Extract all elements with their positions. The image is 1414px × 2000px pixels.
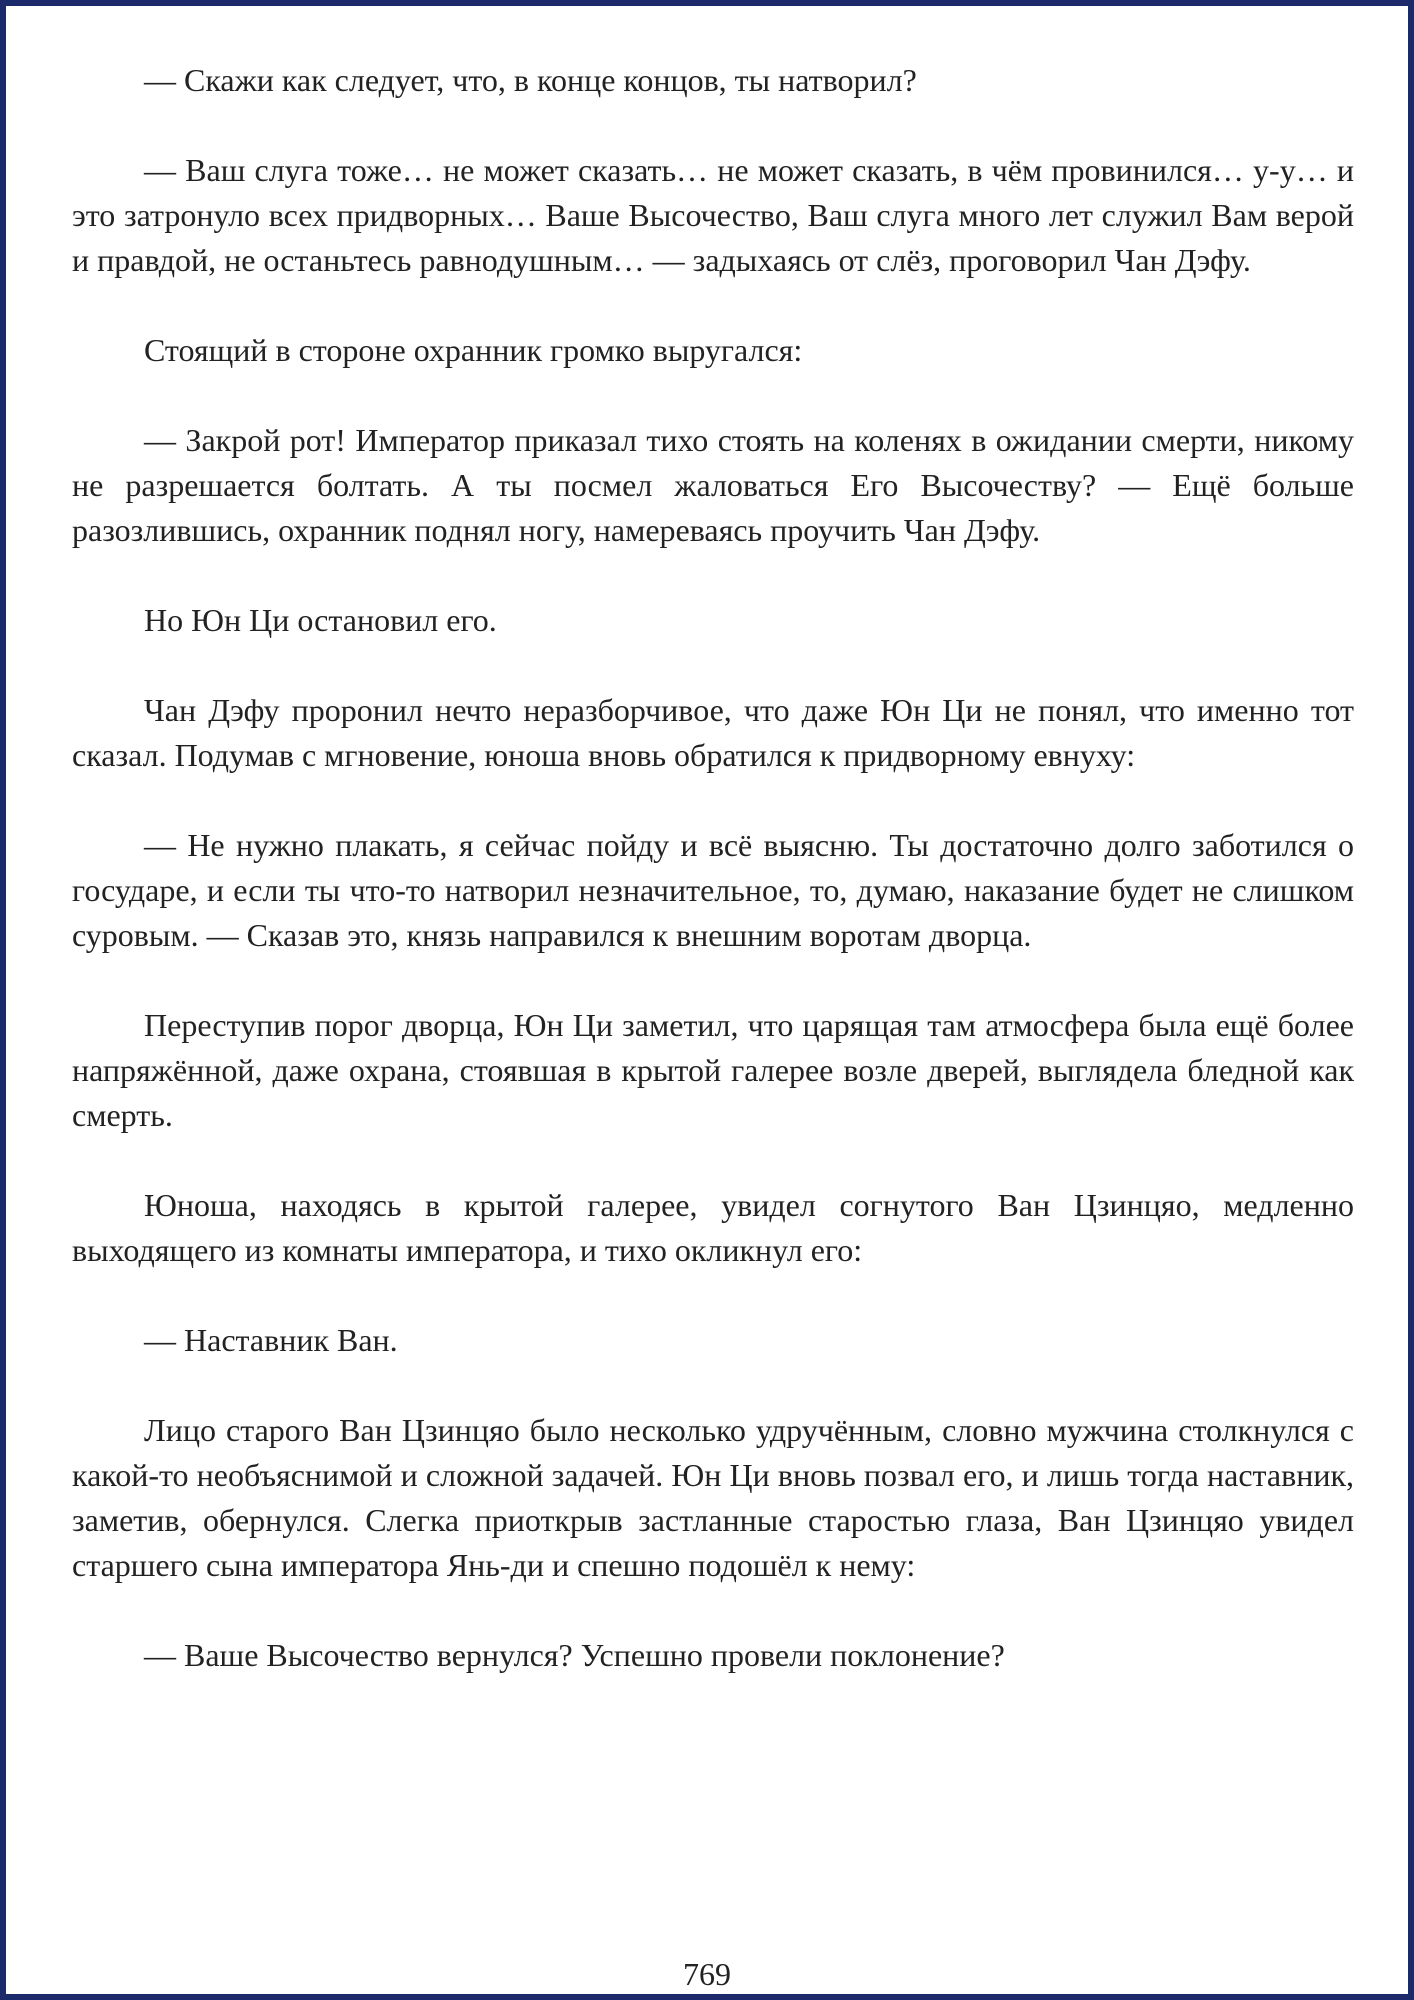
paragraph-3: Стоящий в стороне охранник громко выругался: [144, 332, 803, 368]
paragraph-1: — Скажи как следует, что, в конце концов, ты натворил? [144, 62, 917, 98]
paragraph-5: Но Юн Ци остановил его. [144, 602, 497, 638]
text-body [72, 58, 1354, 1723]
paragraph-7: — Не нужно плакать, я сейчас пойду и всё выясню. Ты достаточно долго заботился о государе, и если ты что-то натворил незначительное, то, думаю, наказание будет не слишком суровым. — Сказав это, князь направился к внешним воротам дворца. [72, 827, 1354, 953]
page-number: 769 [683, 1956, 731, 1992]
paragraph-8: Переступив порог дворца, Юн Ци заметил, что царящая там атмосфера была ещё более напряжённой, даже охрана, стоявшая в крытой галерее возле дверей, выглядела бледной как смерть. [72, 1007, 1354, 1133]
paragraph-4: — Закрой рот! Император приказал тихо стоять на коленях в ожидании смерти, никому не разрешается болтать. А ты посмел жаловаться Его Высочеству? — Ещё больше разозлившись, охранник поднял ногу, намереваясь проучить Чан Дэфу. [72, 422, 1354, 548]
paragraph-2: — Ваш слуга тоже… не может сказать… не может сказать, в чём провинился… у-у… и это затронуло всех придворных… Ваше Высочество, Ваш слуга много лет служил Вам верой и правдой, не останьтесь равнодушным… — задыхаясь от слёз, проговорил Чан Дэфу. [72, 152, 1354, 278]
paragraph-10: — Наставник Ван. [144, 1322, 398, 1358]
paragraph-9: Юноша, находясь в крытой галерее, увидел согнутого Ван Цзинцяо, медленно выходящего из комнаты императора, и тихо окликнул его: [72, 1187, 1354, 1268]
paragraph-11: Лицо старого Ван Цзинцяо было несколько удручённым, словно мужчина столкнулся с какой-то необъяснимой и сложной задачей. Юн Ци вновь позвал его, и лишь тогда наставник, заметив, обернулся. Слегка приоткрыв застланные старостью глаза, Ван Цзинцяо увидел старшего сына императора Янь-ди и спешно подошёл к нему: [72, 1412, 1354, 1583]
paragraph-12: — Ваше Высочество вернулся? Успешно провели поклонение? [144, 1637, 1005, 1673]
paragraph-6: Чан Дэфу проронил нечто неразборчивое, что даже Юн Ци не понял, что именно тот сказал. Подумав с мгновение, юноша вновь обратился к придворному евнуху: [72, 692, 1354, 773]
